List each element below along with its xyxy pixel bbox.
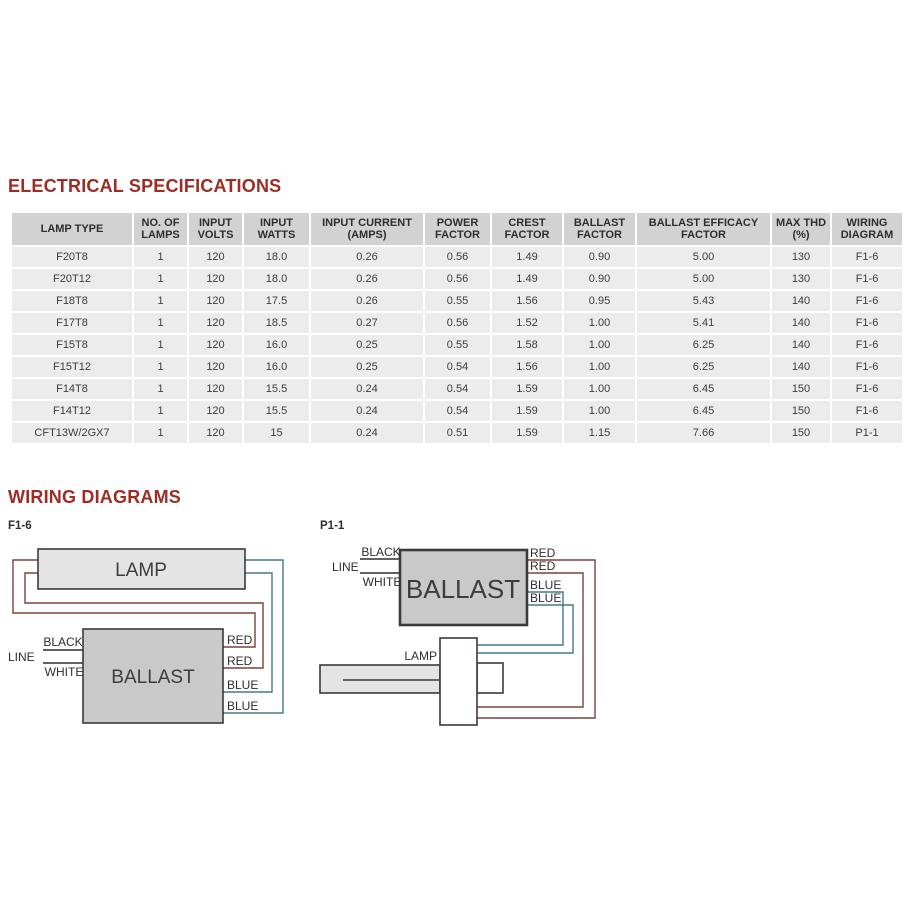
table-cell: 120 [189,401,242,421]
table-cell: 5.00 [637,247,770,267]
table-cell: 0.55 [425,291,490,311]
table-cell: 120 [189,291,242,311]
red-wire-label: RED [227,654,253,668]
table-cell: 0.90 [564,269,635,289]
table-cell: 5.41 [637,313,770,333]
table-cell: 1.00 [564,357,635,377]
table-cell: 0.24 [311,423,423,443]
table-cell: F20T8 [12,247,132,267]
table-cell: 18.0 [244,247,309,267]
table-cell: 1 [134,379,187,399]
table-cell: 130 [772,247,830,267]
table-cell: 0.27 [311,313,423,333]
table-cell: 1.52 [492,313,562,333]
electrical-specifications-heading: ELECTRICAL SPECIFICATIONS [8,176,282,196]
table-cell: 1 [134,313,187,333]
white-wire-label: WHITE [44,665,84,679]
table-cell: 0.56 [425,313,490,333]
table-cell: 0.56 [425,247,490,267]
table-cell: 1 [134,269,187,289]
table-cell: 1.00 [564,401,635,421]
table-cell: 1.49 [492,247,562,267]
table-cell: 0.54 [425,379,490,399]
table-cell: 1.00 [564,379,635,399]
table-cell: 1 [134,357,187,377]
table-cell: 7.66 [637,423,770,443]
table-cell: F15T12 [12,357,132,377]
table-cell: 0.95 [564,291,635,311]
table-cell: 6.25 [637,335,770,355]
table-cell: 0.24 [311,401,423,421]
table-cell: 0.90 [564,247,635,267]
table-cell: F15T8 [12,335,132,355]
lamp-base [440,638,477,725]
table-cell: P1-1 [832,423,902,443]
column-header: LAMP TYPE [12,213,132,245]
table-cell: 120 [189,313,242,333]
blue-wire-label: BLUE [227,678,259,692]
table-cell: 150 [772,401,830,421]
table-cell: 5.43 [637,291,770,311]
table-cell: 150 [772,379,830,399]
table-cell: 120 [189,269,242,289]
table-cell: 140 [772,357,830,377]
table-cell: F1-6 [832,269,902,289]
red-wire-label: RED [530,559,556,573]
table-cell: 150 [772,423,830,443]
table-cell: F1-6 [832,291,902,311]
table-cell: 1.15 [564,423,635,443]
table-cell: F1-6 [832,313,902,333]
red-wire-label: RED [227,633,253,647]
table-cell: 16.0 [244,335,309,355]
table-cell: F17T8 [12,313,132,333]
table-cell: 0.24 [311,379,423,399]
table-cell: 1.59 [492,379,562,399]
table-cell: 120 [189,423,242,443]
blue-wire-label: BLUE [530,591,562,605]
table-cell: F1-6 [832,357,902,377]
table-cell: 140 [772,291,830,311]
column-header: BALLAST FACTOR [564,213,635,245]
table-cell: 18.5 [244,313,309,333]
column-header: WIRING DIAGRAM [832,213,902,245]
table-cell: CFT13W/2GX7 [12,423,132,443]
table-cell: 0.51 [425,423,490,443]
table-cell: 6.45 [637,379,770,399]
table-cell: 0.26 [311,269,423,289]
line-label: LINE [8,650,35,664]
table-cell: 0.55 [425,335,490,355]
table-cell: 0.25 [311,335,423,355]
table-cell: 0.26 [311,291,423,311]
blue-wire-label: BLUE [227,699,259,713]
table-cell: 1 [134,335,187,355]
table-cell: 1.59 [492,423,562,443]
table-cell: 140 [772,313,830,333]
table-cell: F1-6 [832,247,902,267]
table-cell: 1.56 [492,357,562,377]
table-cell: F20T12 [12,269,132,289]
column-header: BALLAST EFFICACY FACTOR [637,213,770,245]
table-cell: 120 [189,357,242,377]
table-cell: 15.5 [244,379,309,399]
table-cell: 1 [134,291,187,311]
blue-wire-label: BLUE [530,578,562,592]
table-cell: 5.00 [637,269,770,289]
ballast-label: BALLAST [111,667,195,688]
column-header: INPUT WATTS [244,213,309,245]
ballast-label: BALLAST [405,574,521,604]
table-cell: F18T8 [12,291,132,311]
table-cell: 6.25 [637,357,770,377]
table-cell: 120 [189,335,242,355]
table-cell: 1 [134,423,187,443]
table-cell: 1.00 [564,335,635,355]
column-header: POWER FACTOR [425,213,490,245]
table-cell: 1.58 [492,335,562,355]
table-cell: 0.54 [425,357,490,377]
line-label: LINE [332,560,359,574]
table-cell: 0.25 [311,357,423,377]
diagram-id-label: F1-6 [8,520,32,532]
table-cell: 120 [189,247,242,267]
table-cell: 1 [134,247,187,267]
column-header: MAX THD (%) [772,213,830,245]
table-cell: 0.54 [425,401,490,421]
table-cell: 130 [772,269,830,289]
table-cell: 0.26 [311,247,423,267]
table-cell: 6.45 [637,401,770,421]
diagram-id-label: P1-1 [320,520,345,532]
table-cell: 1.59 [492,401,562,421]
table-cell: 120 [189,379,242,399]
black-wire-label: BLACK [361,545,401,559]
table-cell: 1.49 [492,269,562,289]
table-cell: 140 [772,335,830,355]
red-wire-label: RED [530,546,556,560]
table-cell: 1.00 [564,313,635,333]
column-header: INPUT CURRENT (AMPS) [311,213,423,245]
column-header: CREST FACTOR [492,213,562,245]
table-cell: 15 [244,423,309,443]
table-cell: 0.56 [425,269,490,289]
diagram-p1-1 [320,520,595,725]
table-cell: 1.56 [492,291,562,311]
lamp-label: LAMP [115,560,167,581]
column-header: INPUT VOLTS [189,213,242,245]
table-cell: F1-6 [832,335,902,355]
table-cell: 17.5 [244,291,309,311]
lamp-socket-stub [477,663,503,693]
table-cell: F1-6 [832,379,902,399]
white-wire-label: WHITE [362,575,402,589]
table-cell: F14T12 [12,401,132,421]
table-cell: F1-6 [832,401,902,421]
column-header: NO. OF LAMPS [134,213,187,245]
table-cell: 15.5 [244,401,309,421]
wiring-diagrams-heading: WIRING DIAGRAMS [8,487,181,507]
black-wire-label: BLACK [43,635,83,649]
table-cell: F14T8 [12,379,132,399]
table-cell: 18.0 [244,269,309,289]
diagram-f1-6 [8,520,283,723]
table-cell: 16.0 [244,357,309,377]
lamp-label: LAMP [404,649,437,663]
table-cell: 1 [134,401,187,421]
lamp-tube [320,665,440,693]
